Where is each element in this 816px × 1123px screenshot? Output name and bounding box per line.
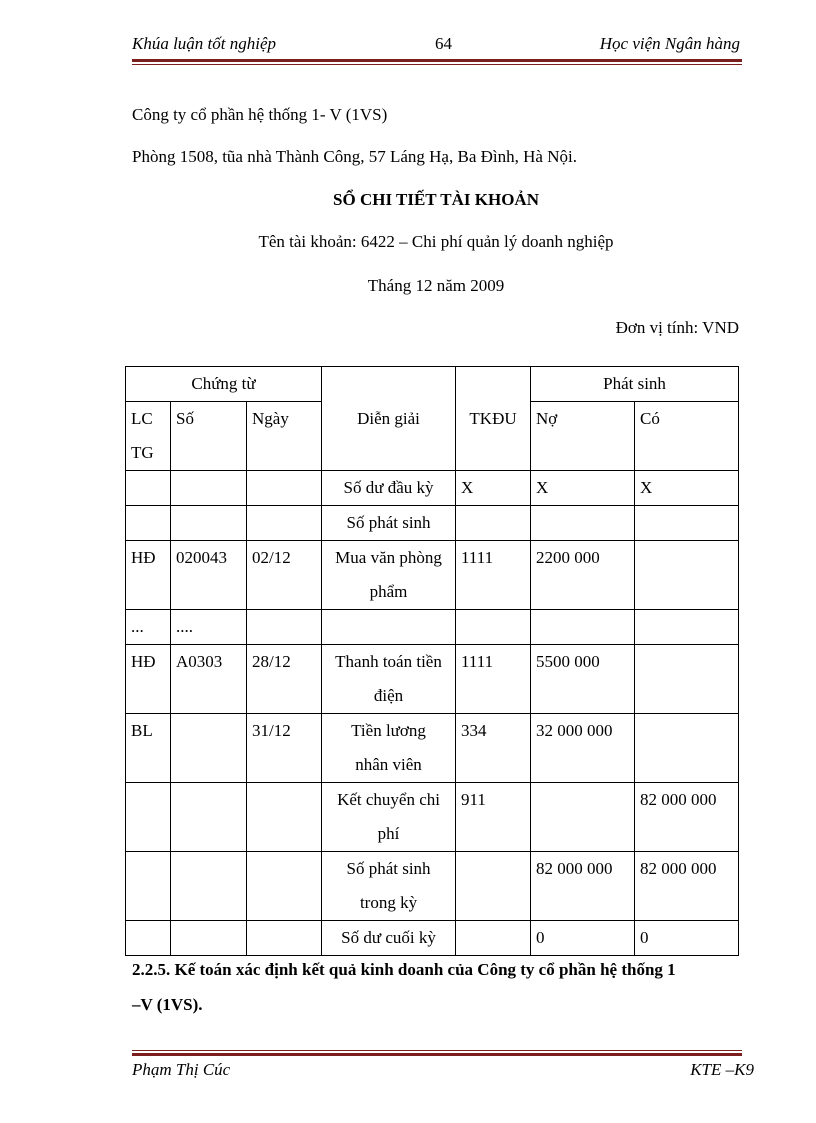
table-header-row xyxy=(126,367,739,402)
cell-so xyxy=(171,921,247,956)
company-name: Công ty cổ phần hệ thống 1- V (1VS) xyxy=(132,105,388,124)
cell-dien-giai-line1: Tiền lương xyxy=(351,721,426,740)
cell-lctg: BL xyxy=(126,714,171,783)
cell-lctg xyxy=(126,783,171,852)
cell-no: 82 000 000 xyxy=(531,852,635,921)
col-header-lctg xyxy=(126,402,171,471)
col-header-lctg-line2: TG xyxy=(131,443,154,462)
cell-dien-giai xyxy=(322,610,456,645)
cell-so xyxy=(171,783,247,852)
footer-rule-thin xyxy=(132,1050,742,1051)
col-header-lctg-line1: LC xyxy=(131,409,153,428)
cell-co xyxy=(635,645,739,714)
cell-dien-giai-line2: điện xyxy=(373,686,404,705)
table-row xyxy=(126,852,739,921)
cell-tkdu: 1111 xyxy=(456,541,531,610)
cell-no: 32 000 000 xyxy=(531,714,635,783)
cell-no xyxy=(531,610,635,645)
cell-dien-giai xyxy=(322,921,456,956)
cell-no: 2200 000 xyxy=(531,541,635,610)
table-row xyxy=(126,471,739,506)
cell-dien-giai xyxy=(322,471,456,506)
ledger-table xyxy=(125,366,739,956)
cell-ngay xyxy=(247,921,322,956)
page-header xyxy=(132,34,740,58)
cell-lctg xyxy=(126,921,171,956)
col-header-co: Có xyxy=(635,402,739,471)
account-name: Tên tài khoản: 6422 – Chi phí quản lý doanh nghiệp xyxy=(258,232,614,251)
cell-no: 0 xyxy=(531,921,635,956)
table-row xyxy=(126,921,739,956)
cell-ngay xyxy=(247,783,322,852)
footer-author: Phạm Thị Cúc xyxy=(132,1060,231,1079)
table-row xyxy=(126,610,739,645)
cell-tkdu xyxy=(456,921,531,956)
cell-ngay: 02/12 xyxy=(247,541,322,610)
col-header-dien-giai: Diễn giải xyxy=(322,367,456,471)
cell-dien-giai-line1: Kết chuyển chi xyxy=(337,790,440,809)
cell-lctg xyxy=(126,852,171,921)
cell-dien-giai-line2: phí xyxy=(377,824,400,843)
footer-rule-thick xyxy=(132,1053,742,1056)
cell-dien-giai xyxy=(322,852,456,921)
cell-co xyxy=(635,714,739,783)
cell-tkdu: 334 xyxy=(456,714,531,783)
cell-lctg xyxy=(126,471,171,506)
col-header-so: Số xyxy=(171,402,247,471)
cell-co: 82 000 000 xyxy=(635,852,739,921)
col-header-phat-sinh: Phát sinh xyxy=(531,367,739,402)
report-period: Tháng 12 năm 2009 xyxy=(367,276,505,295)
ledger-title: SỔ CHI TIẾT TÀI KHOẢN xyxy=(333,190,539,209)
cell-so: A0303 xyxy=(171,645,247,714)
cell-dien-giai-line1: Mua văn phòng xyxy=(335,548,442,567)
col-header-ngay: Ngày xyxy=(247,402,322,471)
cell-so xyxy=(171,471,247,506)
table-row xyxy=(126,506,739,541)
cell-dien-giai xyxy=(322,541,456,610)
page-footer xyxy=(132,1060,754,1084)
cell-dien-giai xyxy=(322,645,456,714)
company-address: Phòng 1508, tũa nhà Thành Công, 57 Láng Hạ, Ba Đình, Hà Nội. xyxy=(132,147,577,166)
col-header-tkdu: TKĐU xyxy=(456,367,531,471)
footer-class: KTE –K9 xyxy=(690,1060,754,1079)
cell-tkdu xyxy=(456,610,531,645)
header-institution: Học viện Ngân hàng xyxy=(599,34,740,53)
cell-dien-giai-line2: nhân viên xyxy=(355,755,422,774)
ledger-body xyxy=(126,471,739,956)
cell-co xyxy=(635,541,739,610)
cell-ngay xyxy=(247,852,322,921)
cell-so xyxy=(171,852,247,921)
cell-ngay xyxy=(247,471,322,506)
cell-tkdu: X xyxy=(456,471,531,506)
cell-ngay: 28/12 xyxy=(247,645,322,714)
col-header-chung-tu: Chứng từ xyxy=(126,367,322,402)
cell-dien-giai-line1: Số phát sinh xyxy=(346,513,431,532)
cell-lctg xyxy=(126,506,171,541)
cell-so xyxy=(171,714,247,783)
col-header-no: Nợ xyxy=(531,402,635,471)
cell-dien-giai-line1: Số phát sinh xyxy=(346,859,431,878)
header-rule-thick xyxy=(132,59,742,62)
cell-dien-giai-line1: Số dư đầu kỳ xyxy=(343,478,434,497)
cell-ngay: 31/12 xyxy=(247,714,322,783)
cell-no xyxy=(531,783,635,852)
section-heading-line1: 2.2.5. Kế toán xác định kết quả kinh doanh của Công ty cổ phần hệ thống 1 xyxy=(132,960,676,979)
cell-so: 020043 xyxy=(171,541,247,610)
table-row xyxy=(126,541,739,610)
page-number: 64 xyxy=(435,34,452,53)
table-row xyxy=(126,645,739,714)
cell-dien-giai-line2: phẩm xyxy=(369,582,408,601)
cell-co: 0 xyxy=(635,921,739,956)
cell-tkdu xyxy=(456,852,531,921)
cell-no: X xyxy=(531,471,635,506)
cell-dien-giai xyxy=(322,783,456,852)
currency-unit: Đơn vị tính: VND xyxy=(615,318,739,337)
cell-no xyxy=(531,506,635,541)
cell-so xyxy=(171,506,247,541)
cell-lctg: ... xyxy=(126,610,171,645)
table-row xyxy=(126,714,739,783)
cell-so: .... xyxy=(171,610,247,645)
cell-co: 82 000 000 xyxy=(635,783,739,852)
cell-dien-giai-line1: Thanh toán tiền xyxy=(335,652,442,671)
cell-co xyxy=(635,506,739,541)
table-row xyxy=(126,783,739,852)
cell-co: X xyxy=(635,471,739,506)
cell-lctg: HĐ xyxy=(126,541,171,610)
header-thesis-label: Khúa luận tốt nghiệp xyxy=(132,34,277,53)
cell-tkdu: 911 xyxy=(456,783,531,852)
section-heading-line2: –V (1VS). xyxy=(132,995,203,1014)
cell-no: 5500 000 xyxy=(531,645,635,714)
header-rule-thin xyxy=(132,64,742,65)
cell-dien-giai xyxy=(322,714,456,783)
cell-tkdu xyxy=(456,506,531,541)
cell-ngay xyxy=(247,506,322,541)
cell-lctg: HĐ xyxy=(126,645,171,714)
cell-dien-giai-line1: Số dư cuối kỳ xyxy=(341,928,436,947)
cell-ngay xyxy=(247,610,322,645)
cell-dien-giai-line2: trong kỳ xyxy=(359,893,418,912)
cell-dien-giai xyxy=(322,506,456,541)
cell-tkdu: 1111 xyxy=(456,645,531,714)
cell-co xyxy=(635,610,739,645)
